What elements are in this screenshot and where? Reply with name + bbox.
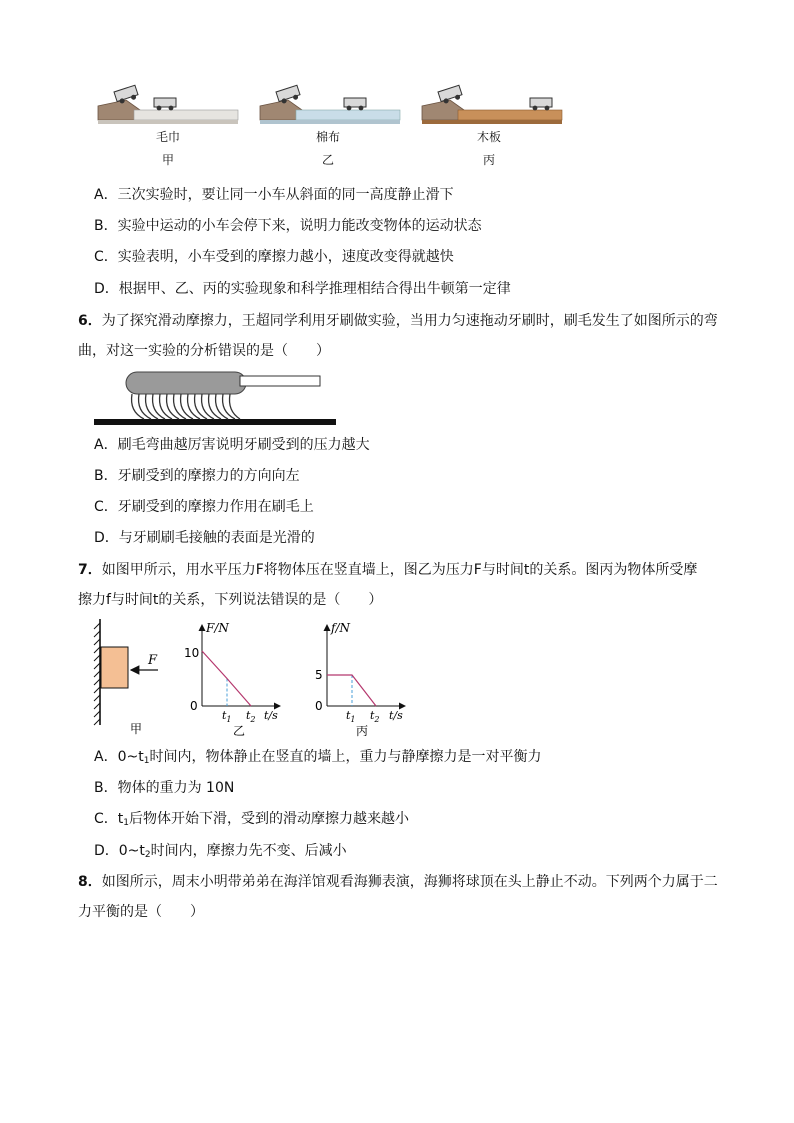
block <box>101 647 128 688</box>
force-label: F <box>148 653 158 668</box>
q6-number: 6 <box>78 313 88 329</box>
fig-label-yi: 乙 <box>233 724 246 738</box>
caption-label-bing: 丙 <box>482 153 495 167</box>
q6-stem-text1: 为了探究滑动摩擦力，王超同学利用牙刷做实验，当用力匀速拖动牙刷时，刷毛发生了如图所示的弯 <box>101 313 718 329</box>
q5-option-a: A．三次实验时，要让同一小车从斜面的同一高度静止滑下 <box>94 187 454 203</box>
q5-figure <box>94 84 574 134</box>
toothbrush-figure <box>94 368 339 428</box>
chart-yi-origin: 0 <box>190 699 198 713</box>
ground-surface <box>94 419 336 425</box>
fig-label-bing: 丙 <box>356 724 369 738</box>
q7-number: 7 <box>78 562 88 578</box>
q6-option-c: C．牙刷受到的摩擦力作用在刷毛上 <box>94 499 314 515</box>
q7-option-a: A．$0\sim t_1$时间内，物体静止在竖直的墙上，重力与静摩擦力是一对平衡力 <box>94 749 542 766</box>
brush-head <box>126 372 246 394</box>
q7-stem-line1: 7．如图甲所示，用水平压力F将物体压在竖直墙上，图乙为压力F与时间t的关系。图丙为物体所受摩 <box>78 562 698 578</box>
chart-yi-ylabel: F/N <box>206 621 229 635</box>
incline-cart-diagrams <box>94 84 574 134</box>
chart-bing-origin: 0 <box>315 699 323 713</box>
q5-option-b: B．实验中运动的小车会停下来，说明力能改变物体的运动状态 <box>94 218 482 234</box>
q7-stem-text1: 如图甲所示，用水平压力F将物体压在竖直墙上，图乙为压力F与时间t的关系。图丙为物体所受摩 <box>101 562 698 578</box>
chart-bing-xtick-t1: $t_1$ <box>346 709 356 724</box>
q8-stem-line2: 力平衡的是（ ） <box>78 904 204 920</box>
chart-bing <box>327 625 405 706</box>
q8-stem-line1: 8．如图所示，周末小明带弟弟在海洋馆观看海狮表演，海狮将球顶在头上静止不动。下列两个力属于二 <box>78 874 718 890</box>
chart-bing-xtick-t2: $t_2$ <box>370 709 380 724</box>
fig-label-jia: 甲 <box>130 722 143 736</box>
caption-label-jia: 甲 <box>161 153 174 167</box>
q6-option-d: D．与牙刷刷毛接触的表面是光滑的 <box>94 530 315 546</box>
chart-yi-xlabel: t/s <box>264 709 278 722</box>
caption-label-yi: 乙 <box>321 153 334 167</box>
q7-stem-line2: 擦力f与时间t的关系，下列说法错误的是（ ） <box>78 592 383 608</box>
chart-yi-series <box>202 651 251 706</box>
q7-option-c: C．$t_1$后物体开始下滑，受到的滑动摩擦力越来越小 <box>94 811 409 828</box>
chart-bing-xlabel: t/s <box>389 709 403 722</box>
q5-option-c: C．实验表明，小车受到的摩擦力越小，速度改变得就越快 <box>94 249 454 265</box>
caption-surface-wood: 木板 <box>476 130 501 144</box>
chart-yi <box>202 625 280 706</box>
caption-surface-towel: 毛巾 <box>155 130 180 144</box>
q7-figure <box>90 615 420 740</box>
incline-setup-cotton <box>260 85 400 124</box>
q7-option-b: B．物体的重力为 10N <box>94 780 235 796</box>
q8-stem-text1: 如图所示，周末小明带弟弟在海洋馆观看海狮表演，海狮将球顶在头上静止不动。下列两个力属于二 <box>101 874 718 890</box>
q6-stem-line2: 曲，对这一实验的分析错误的是（ ） <box>78 343 330 359</box>
wall-block-diagram <box>94 619 158 725</box>
q6-option-a: A．刷毛弯曲越厉害说明牙刷受到的压力越大 <box>94 437 370 453</box>
incline-setup-wood <box>422 85 562 124</box>
q8-number: 8 <box>78 874 88 890</box>
chart-bing-ytick-5: 5 <box>315 668 323 682</box>
q6-stem-line1: 6．为了探究滑动摩擦力，王超同学利用牙刷做实验，当用力匀速拖动牙刷时，刷毛发生了如图所示的弯 <box>78 313 718 329</box>
incline-setup-towel <box>98 85 238 124</box>
chart-yi-ytick-10: 10 <box>184 646 200 660</box>
chart-bing-ylabel: f/N <box>331 621 350 635</box>
q5-option-d: D．根据甲、乙、丙的实验现象和科学推理相结合得出牛顿第一定律 <box>94 281 511 297</box>
caption-surface-cotton: 棉布 <box>315 130 340 144</box>
chart-yi-xtick-t1: $t_1$ <box>222 709 232 724</box>
q7-option-d: D．$0\sim t_2$时间内，摩擦力先不变、后减小 <box>94 843 347 860</box>
q6-option-b: B．牙刷受到的摩擦力的方向向左 <box>94 468 300 484</box>
bristles <box>132 394 241 419</box>
brush-handle <box>240 376 320 386</box>
chart-yi-xtick-t2: $t_2$ <box>246 709 256 724</box>
